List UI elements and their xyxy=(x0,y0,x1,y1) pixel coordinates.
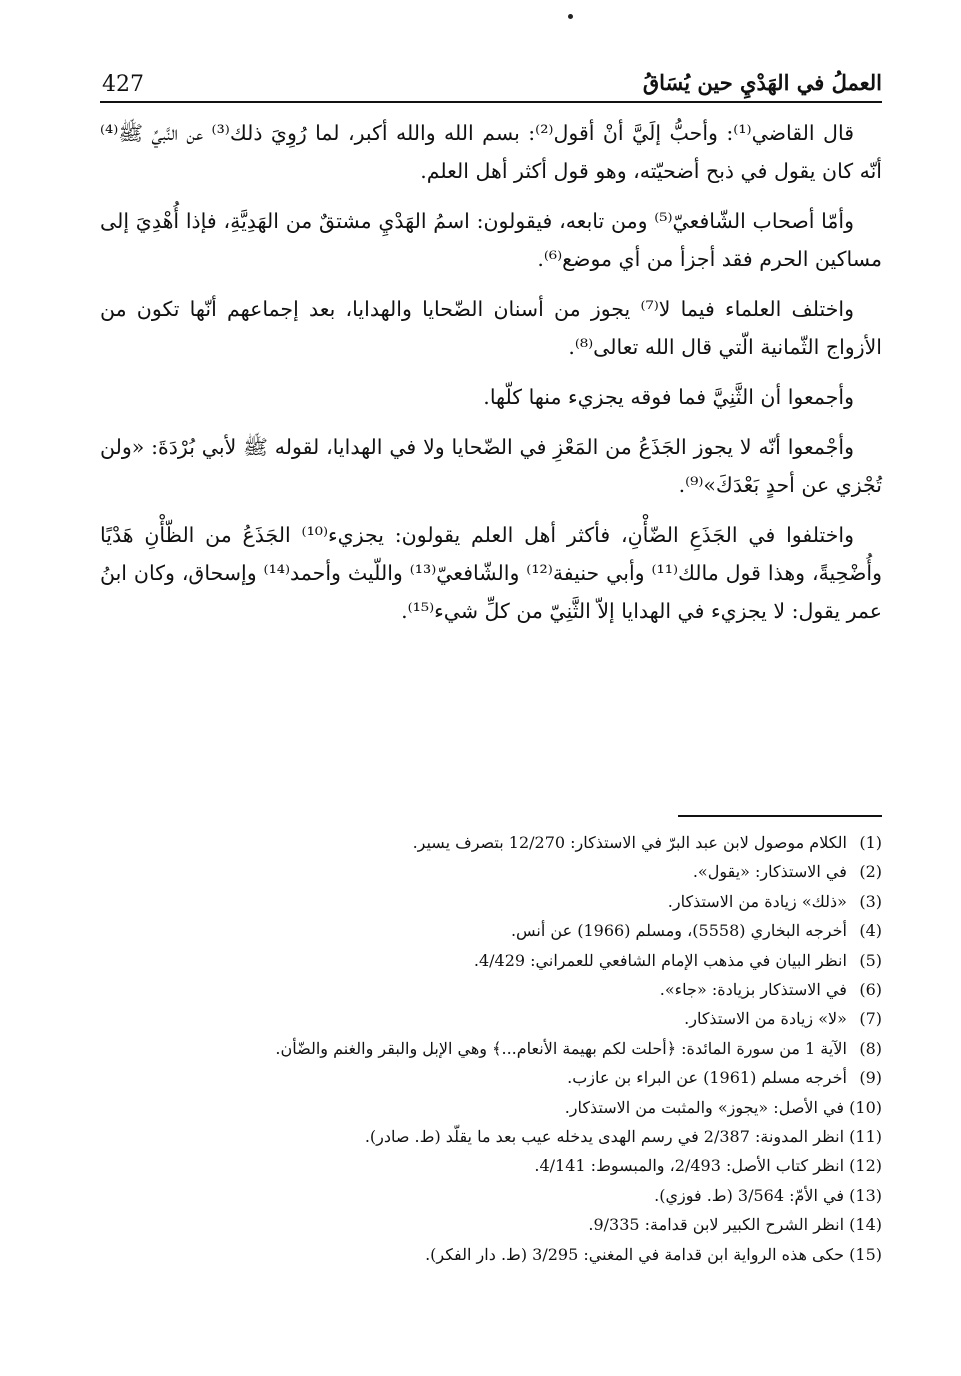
footnote-text: في الأصل: «يجوز» والمثبت من الاستذكار. xyxy=(564,1097,845,1117)
footnote-text: الكلام موصول لابن عبد البرّ في الاستذكار: 12/270 بتصرف يسير. xyxy=(412,833,847,852)
footnote xyxy=(100,1210,882,1239)
footnote-number: (7) xyxy=(859,1009,882,1029)
footnote-number: (6) xyxy=(859,980,882,1000)
running-title: العملُ في الهَدْيِ حين يُسَاقُ xyxy=(642,70,882,95)
main-text xyxy=(100,114,882,642)
footnote-number: (14) xyxy=(849,1215,882,1235)
footnote xyxy=(100,828,882,857)
footnote-text: انظر كتاب الأصل: 2/493، والمبسوط: 4/141. xyxy=(534,1156,845,1176)
paragraph: وأجمعوا أن الثَّنِيَّ فما فوقه يجزيء منها كلّها. xyxy=(483,385,854,409)
footnote-text: الآية 1 من سورة المائدة: ﴿أحلت لكم بهيمة الأنعام...﴾ وهي الإبل والبقر والغنم والضّأن. xyxy=(275,1038,847,1058)
page-header xyxy=(100,66,882,106)
footnote xyxy=(100,916,882,945)
footnote-number: (3) xyxy=(859,891,882,911)
footnote-text: انظر المدونة: 2/387 في رسم الهدى يدخله عيب بعد ما يقلّد (ط. صادر). xyxy=(364,1127,845,1147)
footnotes xyxy=(100,828,882,1269)
footnote-text: أخرجه البخاري (5558)، ومسلم (1966) عن أنس. xyxy=(510,921,847,941)
footnote-number: (5) xyxy=(859,950,882,970)
footnote-number: (13) xyxy=(849,1185,882,1205)
footnote xyxy=(100,1181,882,1210)
footnote-text: في الاستذكار بزيادة: «جاء». xyxy=(659,980,847,1000)
footnote xyxy=(100,1151,882,1180)
footnote xyxy=(100,946,882,975)
footnote-text: في الاستذكار: «يقول». xyxy=(692,862,847,882)
page-number: 427 xyxy=(102,72,144,97)
footnote xyxy=(100,857,882,886)
footnote xyxy=(100,1034,882,1063)
footnote-number: (9) xyxy=(859,1068,882,1088)
footnote-number: (8) xyxy=(859,1038,882,1058)
paragraph: وأجْمعوا أنّه لا يجوز الجَذَعُ من المَعْزِ في الضّحايا ولا في الهدايا، لقوله ﷺ لأبي بُرْدَةَ: «ولن تُجْزي عن أحدٍ بَعْدَكَ»⁽⁹⁾. xyxy=(100,435,882,497)
footnote-text: حكى هذه الرواية ابن قدامة في المغني: 3/295 (ط. دار الفكر). xyxy=(425,1244,845,1264)
footnote xyxy=(100,975,882,1004)
paragraph: واختلفوا في الجَذَعِ الضّأْنِ، فأكثر أهل العلم يقولون: يجزيء⁽¹⁰⁾ الجَذَعُ من الظّأْنِ هَدْيًا وأُضْحِيةً، وهذا قول مالك⁽¹¹⁾ وأبي حنيفة⁽¹²⁾ والشّافعيّ⁽¹³⁾ واللّيث وأحمد⁽¹⁴⁾ وإسحاق، وكان ابنُ عمر يقول: لا يجزيء في الهدايا إلاّ الثَّنِيّ من كلِّ شيء⁽¹⁵⁾. xyxy=(100,523,882,623)
footnote-text: «ذلك» زيادة من الاستذكار. xyxy=(667,891,847,911)
footnote xyxy=(100,1122,882,1151)
footnote-text: في الأمّ: 3/564 (ط. فوزي). xyxy=(654,1185,845,1205)
footnote-rule xyxy=(678,815,882,817)
footnote-number: (12) xyxy=(849,1156,882,1176)
footnote-text: «لا» زيادة من الاستذكار. xyxy=(684,1009,847,1029)
footnote xyxy=(100,1240,882,1269)
footnote-number: (4) xyxy=(859,921,882,941)
footnote xyxy=(100,1004,882,1033)
footnote-text: انظر الشرح الكبير لابن قدامة: 9/335. xyxy=(588,1215,845,1235)
footnote-number: (1) xyxy=(859,833,882,852)
header-rule xyxy=(100,101,882,103)
footnote-text: انظر البيان في مذهب الإمام الشافعي للعمراني: 4/429. xyxy=(473,950,847,970)
scan-dot xyxy=(568,14,573,19)
paragraph: واختلف العلماء فيما لا⁽⁷⁾ يجوز من أسنان الضّحايا والهدايا، بعد إجماعهم أنّها تكون من الأزواج الثّمانية الّتي قال الله تعالى⁽⁸⁾. xyxy=(100,297,882,359)
footnote xyxy=(100,1063,882,1092)
footnote-text: أخرجه مسلم (1961) عن البراء بن عازب. xyxy=(567,1068,847,1088)
footnote-number: (15) xyxy=(849,1244,882,1264)
paragraph: وأمّا أصحاب الشّافعيّ⁽⁵⁾ ومن تابعه، فيقولون: اسمُ الهَدْيِ مشتقٌ من الهَدِيَّةِ، فإذا أُهْدِيَ إلى مساكين الحرم فقد أجزأ من أي موضع⁽⁶⁾. xyxy=(100,209,882,271)
footnote xyxy=(100,1093,882,1122)
footnote xyxy=(100,887,882,916)
footnote-number: (2) xyxy=(859,862,882,882)
paragraph: قال القاضي⁽¹⁾: وأحبُّ إلَيَّ أنْ أقول⁽²⁾: بسم الله والله أكبر، لما رُوِيَ ذلك⁽³⁾ عن النَّبيِّ ﷺ⁽⁴⁾ أنّه كان يقول في ذبح أضحيّته، وهو قول أكثر أهل العلم. xyxy=(100,121,882,183)
footnote-number: (10) xyxy=(849,1097,882,1117)
footnote-number: (11) xyxy=(849,1127,882,1147)
